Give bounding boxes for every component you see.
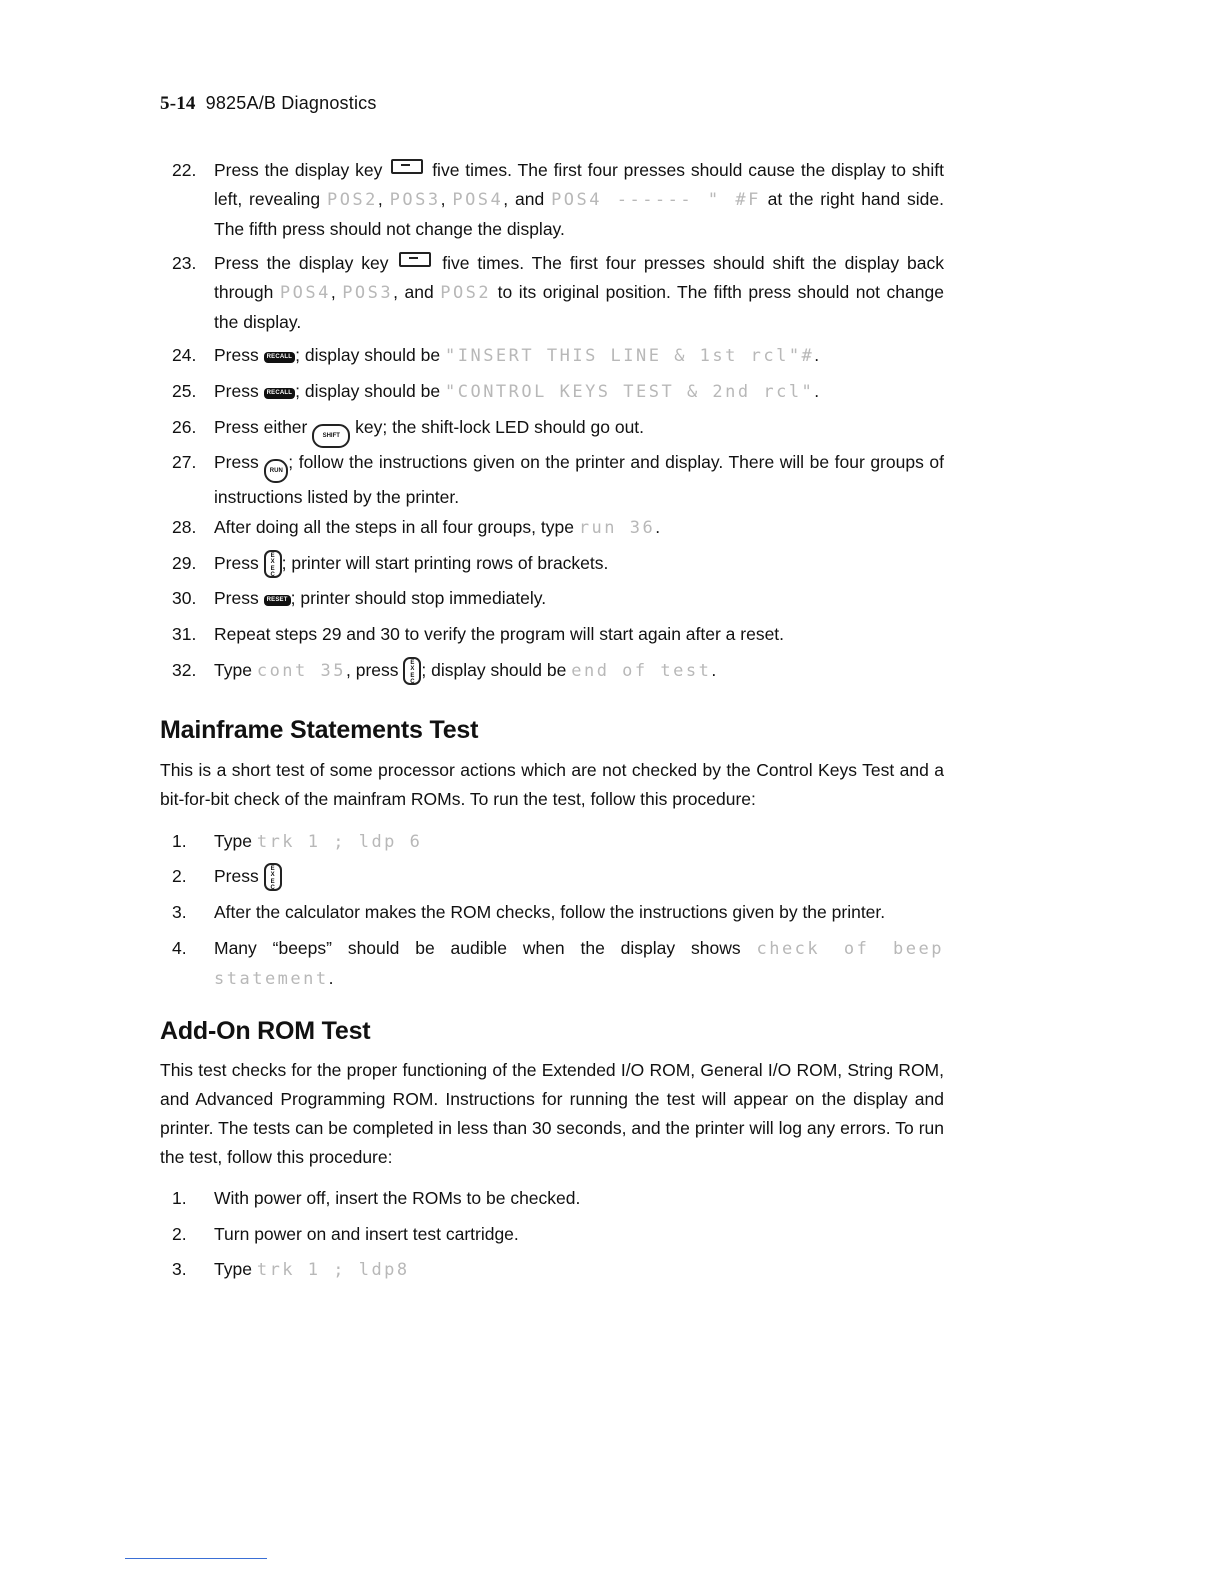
step-number: 2. bbox=[172, 866, 187, 886]
step-25 bbox=[172, 377, 944, 407]
step-32 bbox=[172, 656, 944, 686]
mainframe-step-2 bbox=[172, 862, 944, 891]
lcd-text: run 36 bbox=[578, 518, 656, 538]
step-text: After doing all the steps in all four groups, type run 36. bbox=[214, 517, 661, 538]
step-27 bbox=[172, 448, 944, 512]
lcd-text: end of test bbox=[571, 661, 712, 681]
page-title: 9825A/B Diagnostics bbox=[205, 93, 377, 113]
step-26 bbox=[172, 413, 944, 448]
section-paragraph: This is a short test of some processor actions which are not checked by the Control Keys Test and a bit-for-bit check of the mainfram ROMs. To run the test, follow this procedure: bbox=[160, 760, 944, 809]
recall-key-icon: RECALL bbox=[264, 352, 296, 363]
lcd-text: trk 1 ; ldp 6 bbox=[256, 832, 423, 852]
step-text: Repeat steps 29 and 30 to verify the program will start again after a reset. bbox=[214, 624, 785, 644]
step-text: Press RECALL ; display should be "INSERT THIS LINE & 1st rcl"#. bbox=[214, 345, 820, 366]
step-text: Press E X E C; printer will start printing rows of brackets. bbox=[214, 549, 944, 578]
footer-rule bbox=[125, 1558, 267, 1559]
lcd-text: "CONTROL KEYS TEST & 2nd rcl" bbox=[444, 382, 815, 402]
step-number: 31. bbox=[172, 624, 197, 644]
lcd-text: "INSERT THIS LINE & 1st rcl"# bbox=[444, 346, 815, 366]
step-text: Type trk 1 ; ldp8 bbox=[214, 1259, 410, 1280]
step-text: Type trk 1 ; ldp 6 bbox=[214, 831, 423, 852]
step-number: 22. bbox=[172, 160, 197, 180]
page-number: 5-14 bbox=[160, 93, 196, 114]
mainframe-step-1 bbox=[172, 827, 944, 857]
step-23 bbox=[172, 249, 944, 337]
step-number: 2. bbox=[172, 1224, 187, 1244]
lcd-text: trk 1 ; ldp8 bbox=[256, 1260, 410, 1280]
step-number: 3. bbox=[172, 902, 187, 922]
lcd-text: POS2 bbox=[440, 283, 492, 303]
addon-step-3 bbox=[172, 1255, 944, 1285]
step-29 bbox=[172, 549, 944, 578]
run-key-icon: RUN bbox=[264, 459, 288, 483]
step-number: 23. bbox=[172, 253, 197, 273]
step-text: With power off, insert the ROMs to be checked. bbox=[214, 1188, 581, 1208]
step-text: Press either SHIFT key; the shift-lock LED should go out. bbox=[214, 413, 944, 448]
lcd-text: POS3 bbox=[389, 190, 441, 210]
step-number: 24. bbox=[172, 345, 197, 365]
mainframe-step-3 bbox=[172, 898, 944, 927]
step-22 bbox=[172, 156, 944, 244]
step-number: 30. bbox=[172, 588, 197, 608]
section-paragraph: This test checks for the proper functioning of the Extended I/O ROM, General I/O ROM, String ROM, and Advanced Programming ROM. Instructions for running the test will appear on the display and printer. The tests can be completed in less than 30 seconds, and the printer will log any errors. To run the test, follow this procedure: bbox=[160, 1060, 944, 1167]
step-text: Press RUN ; follow the instructions given on the printer and display. There will be four groups of instructions listed by the printer. bbox=[214, 452, 944, 507]
step-text: Press the display key five times. The first four presses should cause the display to shift left, revealing POS2, POS3, POS4, and POS4 ------ " #F at the right hand side. The fifth press should not change the display. bbox=[214, 160, 944, 239]
display-shift-key-icon bbox=[391, 159, 423, 174]
step-text: Press E X E C bbox=[214, 862, 944, 891]
step-number: 26. bbox=[172, 417, 197, 437]
step-text: Press RESET ; printer should stop immediately. bbox=[214, 588, 547, 608]
mainframe-step-4 bbox=[172, 934, 944, 994]
step-number: 27. bbox=[172, 452, 197, 472]
step-text: Press RECALL ; display should be "CONTROL KEYS TEST & 2nd rcl". bbox=[214, 381, 820, 402]
step-text: After the calculator makes the ROM checks, follow the instructions given by the printer. bbox=[214, 902, 886, 922]
step-text: Press the display key five times. The first four presses should shift the display back through POS4, POS3, and POS2 to its original position. The fifth press should not change the display. bbox=[214, 253, 944, 332]
display-shift-key-icon bbox=[399, 252, 431, 267]
step-number: 29. bbox=[172, 553, 197, 573]
step-number: 32. bbox=[172, 660, 197, 680]
step-number: 3. bbox=[172, 1259, 187, 1279]
section-heading-mainframe: Mainframe Statements Test bbox=[160, 716, 479, 744]
reset-key-icon: RESET bbox=[264, 595, 291, 606]
execute-key-icon: E X E C bbox=[264, 863, 282, 891]
step-number: 1. bbox=[172, 831, 187, 851]
step-text: Type cont 35, press E X E C; display should be end of test. bbox=[214, 656, 944, 686]
step-number: 25. bbox=[172, 381, 197, 401]
step-28 bbox=[172, 513, 944, 543]
lcd-text: POS4 bbox=[279, 283, 331, 303]
lcd-text: POS4 ------ " #F bbox=[551, 190, 761, 210]
lcd-text: POS2 bbox=[326, 190, 378, 210]
lcd-text: POS4 bbox=[452, 190, 504, 210]
step-text: Turn power on and insert test cartridge. bbox=[214, 1224, 519, 1244]
execute-key-icon: E X E C bbox=[403, 657, 421, 685]
step-24 bbox=[172, 341, 944, 371]
lcd-text: cont 35 bbox=[256, 661, 346, 681]
step-number: 4. bbox=[172, 938, 187, 958]
step-30 bbox=[172, 584, 944, 613]
page-header bbox=[160, 93, 377, 115]
step-31 bbox=[172, 620, 944, 649]
lcd-text: check of beep statement bbox=[214, 939, 944, 989]
step-number: 1. bbox=[172, 1188, 187, 1208]
step-number: 28. bbox=[172, 517, 197, 537]
section-heading-add-on-rom: Add-On ROM Test bbox=[160, 1017, 371, 1045]
addon-step-2 bbox=[172, 1220, 944, 1249]
addon-step-1 bbox=[172, 1184, 944, 1213]
shift-key-icon: SHIFT bbox=[312, 424, 350, 448]
lcd-text: POS3 bbox=[342, 283, 394, 303]
execute-key-icon: E X E C bbox=[264, 550, 282, 578]
step-text: Many “beeps” should be audible when the display shows check of beep statement. bbox=[214, 938, 944, 989]
recall-key-icon: RECALL bbox=[264, 388, 296, 399]
